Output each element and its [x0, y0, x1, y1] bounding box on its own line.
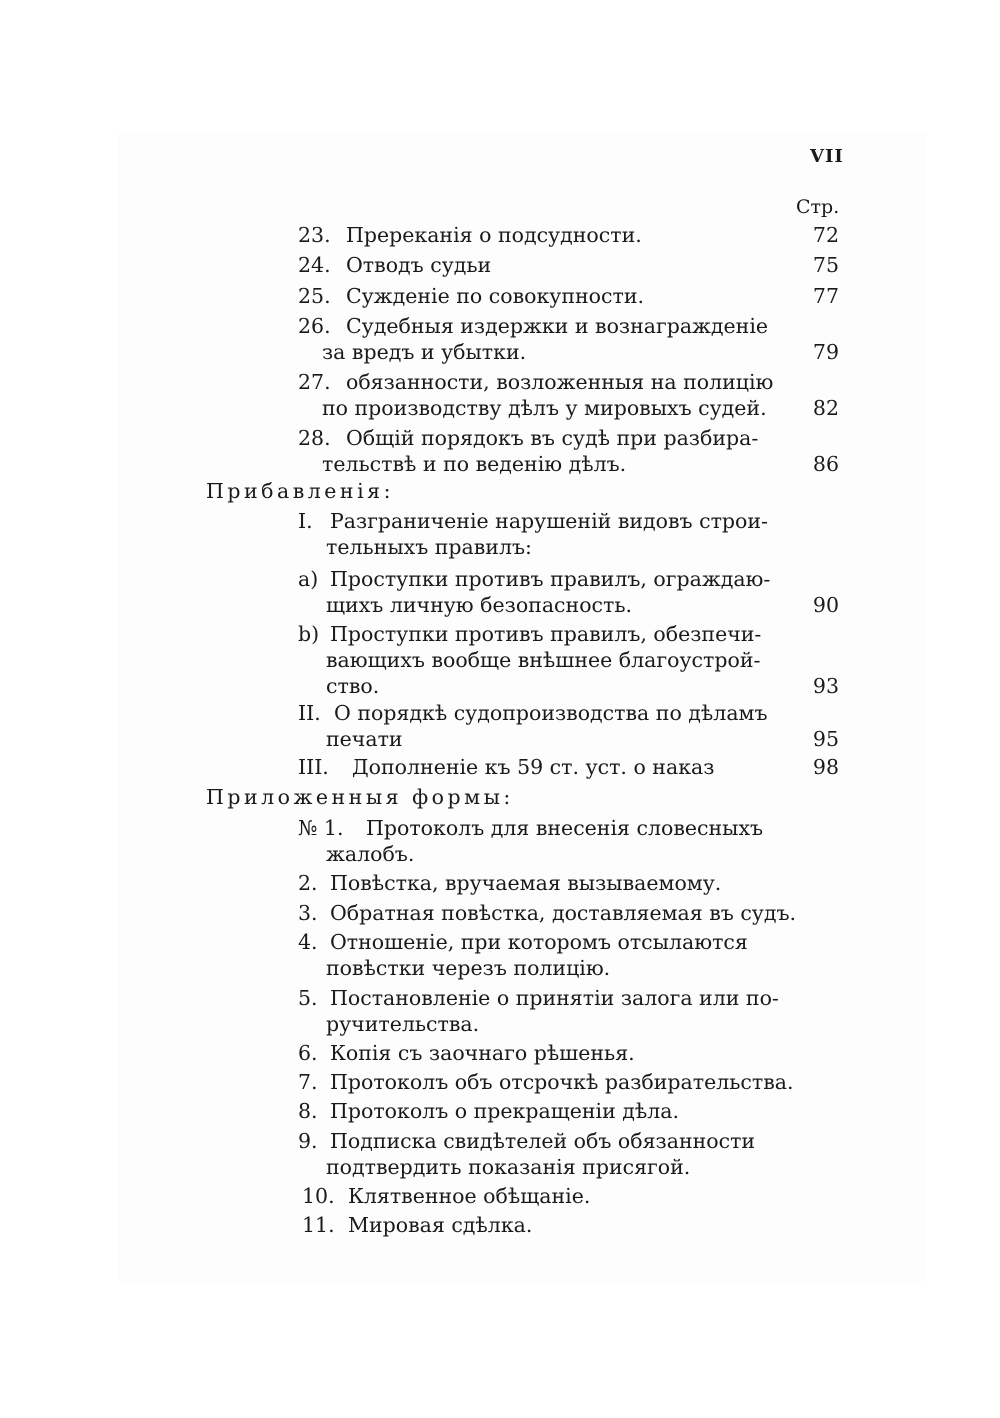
entry-number: 25.	[298, 284, 331, 308]
entry-number: 7.	[298, 1070, 318, 1094]
entry-number: 3.	[298, 901, 318, 925]
entry-number: 6.	[298, 1041, 318, 1065]
additions-heading: Прибавленія:	[206, 479, 394, 503]
entry-number: 11.	[302, 1213, 335, 1237]
entry-page-number: 90	[812, 593, 839, 617]
entry-title-line: Протоколъ объ отсрочкѣ разбирательства.	[330, 1070, 794, 1094]
entry-number: 23.	[298, 223, 331, 247]
entry-title-line: Копія съ заочнаго рѣшенья.	[330, 1041, 635, 1065]
entry-number: 2.	[298, 871, 318, 895]
page-number: VII	[810, 146, 844, 167]
entry-title-line: ство.	[326, 674, 380, 698]
entry-page-number: 82	[812, 396, 839, 420]
entry-page-number: 77	[812, 284, 839, 308]
entry-number: III.	[298, 755, 329, 779]
entry-title-line: по производству дѣлъ у мировыхъ судей.	[322, 396, 767, 420]
page-column-header: Стр.	[796, 196, 840, 218]
entry-number: 27.	[298, 370, 331, 394]
entry-number: 9.	[298, 1129, 318, 1153]
entry-title-line: Общій порядокъ въ судѣ при разбира-	[346, 426, 759, 450]
entry-number: b)	[298, 622, 320, 646]
entry-title-line: повѣстки черезъ полицію.	[326, 956, 611, 980]
entry-title-line: Проступки противъ правилъ, обезпечи-	[330, 622, 762, 646]
entry-title-line: Протоколъ о прекращеніи дѣла.	[330, 1099, 680, 1123]
entry-page-number: 75	[812, 253, 839, 277]
entry-page-number: 86	[812, 452, 839, 476]
entry-title-line: Подписка свидѣтелей объ обязанности	[330, 1129, 756, 1153]
entry-number: a)	[298, 567, 319, 591]
entry-number: № 1.	[298, 816, 344, 840]
entry-title-line: Разграниченіе нарушеній видовъ строи-	[330, 509, 768, 533]
entry-title-line: подтвердить показанія присягой.	[326, 1155, 691, 1179]
entry-title-line: Протоколъ для внесенія словесныхъ	[366, 816, 764, 840]
entry-page-number: 93	[812, 674, 839, 698]
entry-title-line: тельныхъ правилъ:	[326, 535, 532, 559]
entry-page-number: 95	[812, 727, 839, 751]
entry-title-line: Клятвенное обѣщаніе.	[348, 1184, 591, 1208]
entry-title-line: О порядкѣ судопроизводства по дѣламъ	[334, 701, 768, 725]
entry-number: 10.	[302, 1184, 335, 1208]
entry-title-line: тельствѣ и по веденію дѣлъ.	[322, 452, 627, 476]
entry-title-line: вающихъ вообще внѣшнее благоустрой-	[326, 648, 761, 672]
entry-number: 4.	[298, 930, 318, 954]
entry-title-line: Дополненіе къ 59 ст. уст. о наказ	[352, 755, 715, 779]
entry-page-number: 98	[812, 755, 839, 779]
entry-title-line: Мировая сдѣлка.	[348, 1213, 533, 1237]
entry-page-number: 79	[812, 340, 839, 364]
entry-title-line: Отводъ судьи	[346, 253, 492, 277]
entry-title-line: Отношеніе, при которомъ отсылаются	[330, 930, 748, 954]
entry-title-line: жалобъ.	[326, 842, 415, 866]
entry-title-line: Судебныя издержки и вознагражденіе	[346, 314, 769, 338]
forms-heading: Приложенныя формы:	[206, 785, 514, 809]
entry-title-line: обязанности, возложенныя на полицію	[346, 370, 774, 394]
entry-page-number: 72	[812, 223, 839, 247]
entry-title-line: печати	[326, 727, 403, 751]
entry-number: II.	[298, 701, 321, 725]
entry-title-line: Сужденіе по совокупности.	[346, 284, 645, 308]
entry-title-line: Проступки противъ правилъ, ограждаю-	[330, 567, 771, 591]
entry-title-line: ручительства.	[326, 1012, 480, 1036]
entry-number: I.	[298, 509, 313, 533]
entry-number: 28.	[298, 426, 331, 450]
entry-title-line: за вредъ и убытки.	[322, 340, 527, 364]
entry-number: 24.	[298, 253, 331, 277]
entry-title-line: Повѣстка, вручаемая вызываемому.	[330, 871, 722, 895]
entry-number: 8.	[298, 1099, 318, 1123]
entry-title-line: Пререканія о подсудности.	[346, 223, 642, 247]
entry-title-line: щихъ личную безопасность.	[326, 593, 633, 617]
entry-number: 5.	[298, 986, 318, 1010]
entry-title-line: Постановленіе о принятіи залога или по-	[330, 986, 779, 1010]
entry-title-line: Обратная повѣстка, доставляемая въ судъ.	[330, 901, 797, 925]
entry-number: 26.	[298, 314, 331, 338]
